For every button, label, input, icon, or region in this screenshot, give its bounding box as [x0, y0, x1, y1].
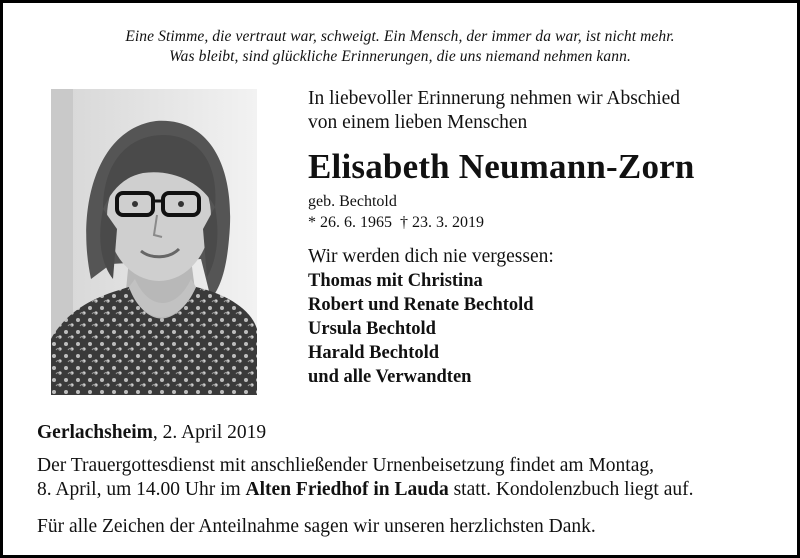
quote-line-2: Was bleibt, sind glückliche Erinnerungen, die uns niemand nehmen kann.: [169, 48, 631, 65]
intro-line-1: In liebevoller Erinnerung nehmen wir Abschied: [308, 88, 681, 109]
place-name: Gerlachsheim: [37, 422, 153, 443]
service-location: Alten Friedhof in Lauda: [245, 479, 449, 500]
deceased-name: Elisabeth Neumann-Zorn: [308, 147, 695, 186]
notice-date: , 2. April 2019: [152, 422, 267, 443]
service-condolence-note: statt. Kondolenzbuch liegt auf.: [448, 479, 694, 500]
life-dates: * 26. 6. 1965 † 23. 3. 2019: [308, 214, 484, 231]
portrait-image: [51, 89, 257, 395]
memorial-quote: [23, 27, 777, 67]
birth-name: geb. Bechtold: [308, 193, 397, 210]
mourners-list: [308, 269, 788, 389]
intro-line-2: von einem lieben Menschen: [308, 112, 528, 133]
mourner-name: Thomas mit Christina: [308, 271, 483, 291]
mourner-name: Ursula Bechtold: [308, 319, 436, 339]
service-line-2: [37, 478, 693, 502]
main-text-column: [308, 87, 788, 389]
mourner-name: Harald Bechtold: [308, 343, 440, 363]
mourner-name: Robert und Renate Bechtold: [308, 295, 534, 315]
portrait-photo: [51, 89, 257, 395]
service-info: [37, 454, 693, 502]
mourners-heading: Wir werden dich nie vergessen:: [308, 246, 554, 267]
place-and-date: [37, 421, 266, 445]
service-line-1: Der Trauergottesdienst mit anschließender Urnenbeisetzung findet am Montag,: [37, 455, 654, 476]
quote-line-1: Eine Stimme, die vertraut war, schweigt. Ein Mensch, der immer da war, ist nicht mehr.: [125, 28, 675, 45]
service-time: 8. April, um 14.00 Uhr im: [37, 479, 246, 500]
mourner-name: und alle Verwandten: [308, 367, 472, 387]
thanks-line: Für alle Zeichen der Anteilnahme sagen wir unseren herzlichsten Dank.: [37, 516, 596, 537]
